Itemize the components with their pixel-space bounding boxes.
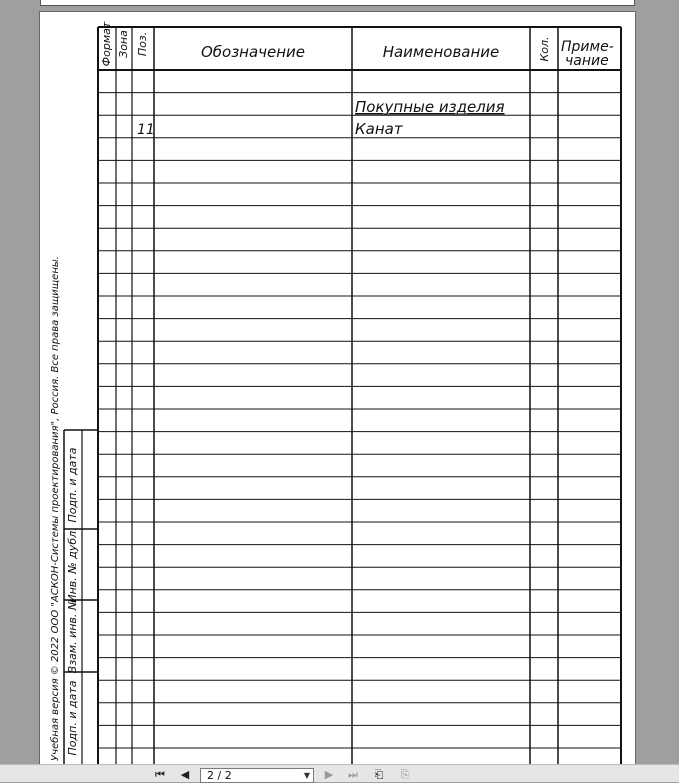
license-text: Учебная версия © 2022 ООО "АСКОН-Системы проектирования", Россия. Все права защищены.: [50, 256, 61, 761]
page-indicator: 2 / 2: [207, 769, 232, 782]
header-name: Наименование: [382, 43, 500, 61]
header-note-line2: чание: [565, 53, 609, 69]
header-note-line1: Приме-: [561, 39, 614, 55]
first-page-icon[interactable]: ⏮: [155, 768, 165, 781]
last-page-icon[interactable]: ⏭: [348, 768, 358, 781]
header-qty: Кол.: [538, 36, 551, 62]
stamp-sign-date-1: Подп. и дата: [66, 447, 79, 523]
header-format: Формат: [100, 21, 113, 67]
stamp-vzam-inv: Взам. инв. №: [66, 598, 79, 674]
document-page: [40, 12, 635, 772]
row-pos: 11: [137, 122, 155, 138]
section-header-purchased: Покупные изделия: [355, 98, 505, 116]
header-zone: Зона: [117, 30, 130, 58]
prev-page-icon[interactable]: ◀: [180, 768, 190, 781]
copy-icon[interactable]: ⎘: [400, 768, 410, 781]
previous-page-edge: [40, 0, 635, 6]
table-grid: [64, 27, 621, 772]
row-name: Канат: [355, 120, 403, 138]
next-page-icon[interactable]: ▶: [324, 768, 334, 781]
export-icon[interactable]: ⎗: [374, 768, 384, 781]
header-pos: Поз.: [136, 31, 149, 57]
chevron-down-icon: ▼: [303, 771, 310, 780]
specification-form: [40, 12, 635, 772]
stamp-inv-dubl: Инв. № дубл.: [66, 527, 79, 603]
header-designation: Обозначение: [200, 43, 306, 61]
stamp-sign-date-2: Подп. и дата: [66, 680, 79, 756]
pdf-viewer-toolbar: [0, 764, 679, 782]
